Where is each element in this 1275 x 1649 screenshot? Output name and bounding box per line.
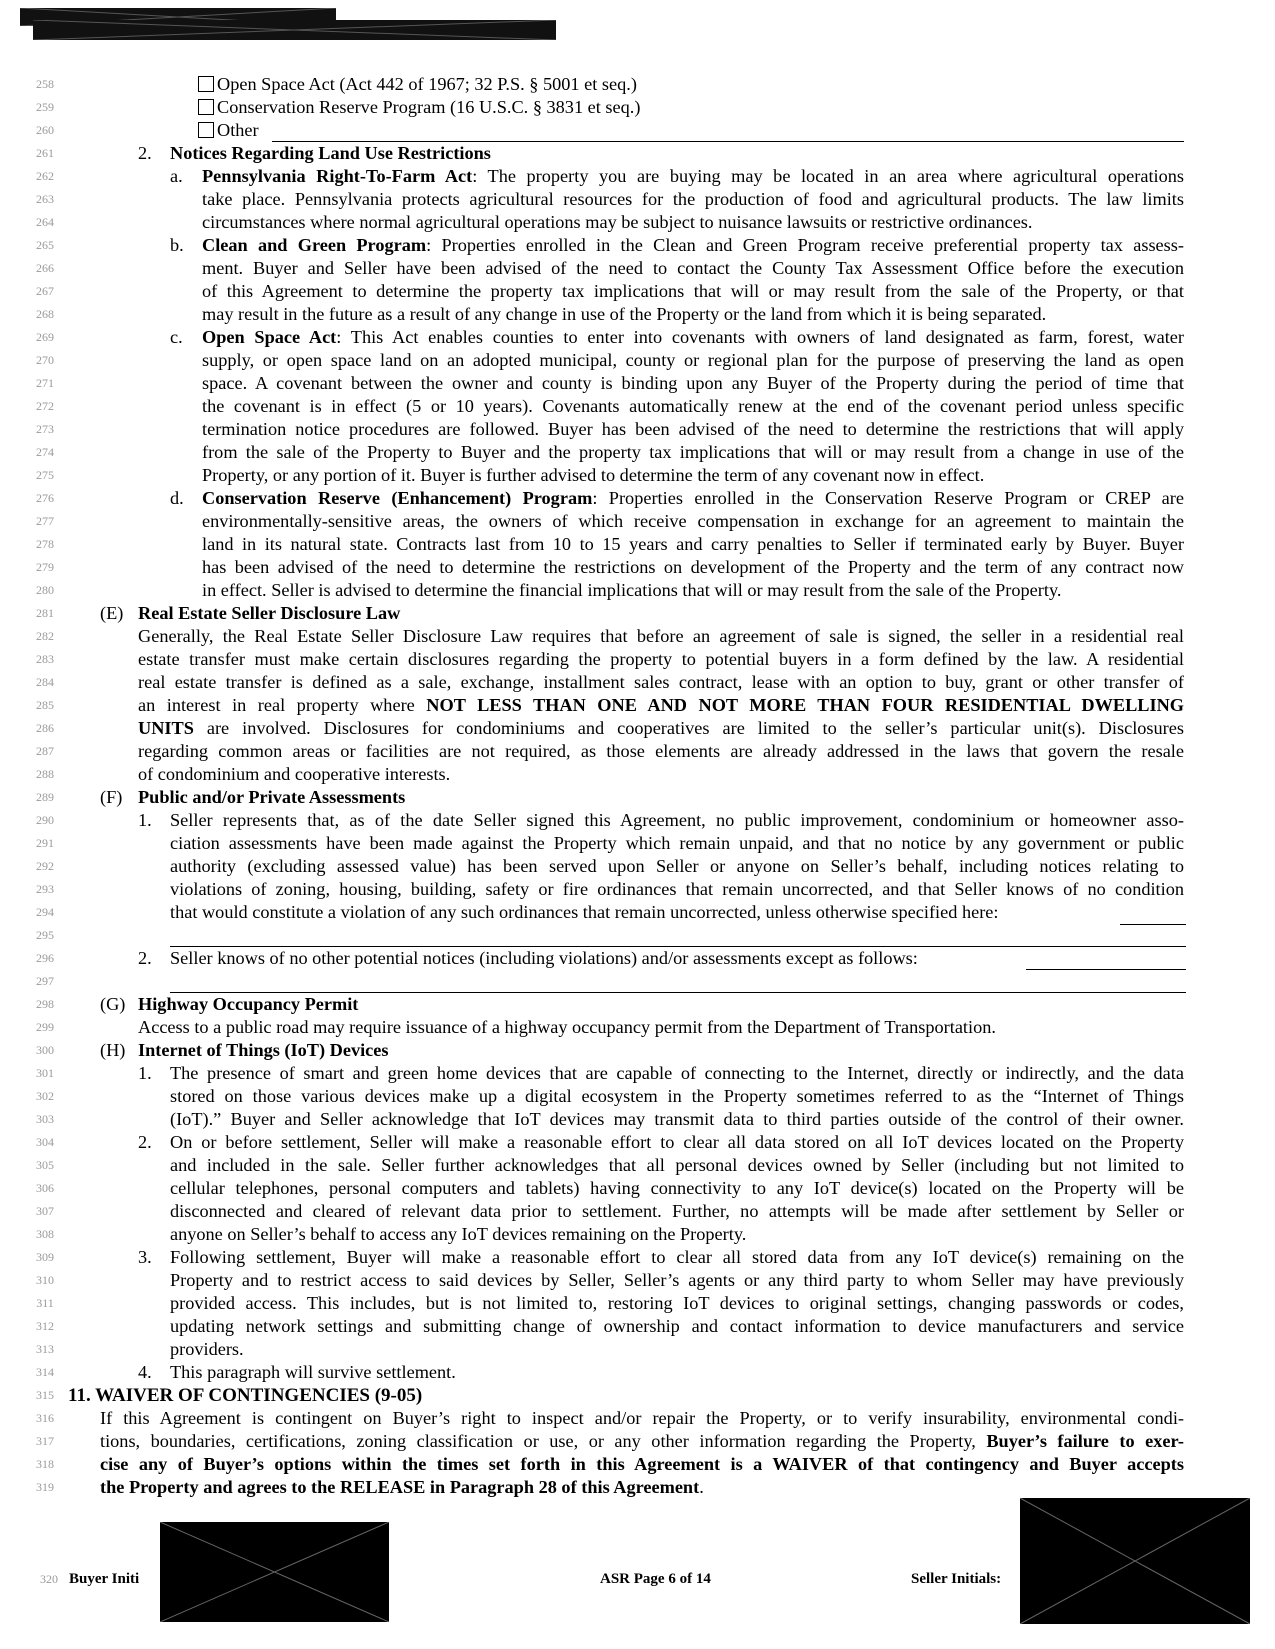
footer-line-number: 320 xyxy=(40,1572,58,1586)
text-line: ciation assessments have been made against the Property which remain unpaid, and that no notice by any government or public xyxy=(170,833,1184,853)
text-line: updating network settings and submitting change of ownership and contact information to device manufacturers and service xyxy=(170,1316,1184,1336)
line-number: 285 xyxy=(36,698,54,712)
section-label: (H) xyxy=(100,1040,126,1060)
line-number: 313 xyxy=(36,1342,54,1356)
list-number: 2. xyxy=(138,948,152,968)
line-number: 306 xyxy=(36,1181,54,1195)
text-line: Access to a public road may require issuance of a highway occupancy permit from the Department of Transportation. xyxy=(138,1017,996,1037)
text-line: The presence of smart and green home devices that are capable of connecting to the Internet, directly or indirectly, and the data xyxy=(170,1063,1184,1083)
seller-initials-label: Seller Initials: xyxy=(911,1571,1002,1587)
section-e-heading: Real Estate Seller Disclosure Law xyxy=(138,603,401,623)
text-line: and included in the sale. Seller further acknowledges that all personal devices owned by Seller (including but not limited to xyxy=(170,1155,1184,1175)
text-line: has been advised of the need to determine the restrictions on development of the Property and the term of any contract now xyxy=(202,557,1184,577)
line-number: 295 xyxy=(36,928,54,942)
text-line: authority (excluding assessed value) has been served upon Seller or anyone on Seller’s behalf, including notices relating to xyxy=(170,856,1184,876)
line-number: 261 xyxy=(36,146,54,160)
line-number: 277 xyxy=(36,514,54,528)
line-number: 288 xyxy=(36,767,54,781)
line-number: 270 xyxy=(36,353,54,367)
text-line: Generally, the Real Estate Seller Disclosure Law requires that before an agreement of sale is signed, the seller in a residential real xyxy=(138,626,1184,646)
line-number: 315 xyxy=(36,1388,54,1402)
text-line: Property, or any portion of it. Buyer is further advised to determine the term of any covenant now in effect. xyxy=(202,465,985,485)
text-line: disconnected and cleared of relevant data prior to settlement. Further, no attempts will be made after settlement by Seller or xyxy=(170,1201,1184,1221)
buyer-initials-label: Buyer Initi xyxy=(69,1571,140,1587)
line-number: 312 xyxy=(36,1319,54,1333)
item-label: b. xyxy=(170,235,184,255)
line-number: 280 xyxy=(36,583,54,597)
line-number: 274 xyxy=(36,445,54,459)
line-number: 308 xyxy=(36,1227,54,1241)
line-number: 265 xyxy=(36,238,54,252)
line-number: 266 xyxy=(36,261,54,275)
right-to-farm-line: Pennsylvania Right-To-Farm Act: The property you are buying may be located in an area where agricultural operations xyxy=(202,166,1184,186)
text-line: cise any of Buyer’s options within the times set forth in this Agreement is a WAIVER of that contingency and Buyer accepts xyxy=(100,1454,1184,1474)
checkbox-label: Other xyxy=(217,120,259,140)
notices-blank-1[interactable] xyxy=(1026,969,1186,970)
line-number: 301 xyxy=(36,1066,54,1080)
clean-green-title: Clean and Green Program xyxy=(202,235,427,255)
line-number: 311 xyxy=(36,1296,54,1310)
text-line: stored on those various devices make up a digital ecosystem in the Property sometimes referred to as the “Internet of Things xyxy=(170,1086,1184,1106)
line-number: 297 xyxy=(36,974,54,988)
text-line: On or before settlement, Seller will make a reasonable effort to clear all data stored on all IoT devices located on the Property xyxy=(170,1132,1184,1152)
line-number: 278 xyxy=(36,537,54,551)
seller-initials-redaction xyxy=(1020,1498,1250,1624)
line-number: 281 xyxy=(36,606,54,620)
right-to-farm-title: Pennsylvania Right-To-Farm Act xyxy=(202,166,473,186)
item-label: a. xyxy=(170,166,183,186)
checkbox-row-conservation-reserve[interactable] xyxy=(198,96,640,119)
text-line: from the sale of the Property to Buyer and the property tax implications that will or may result from a change in use of the xyxy=(202,442,1184,462)
line-number: 314 xyxy=(36,1365,54,1379)
line-number: 304 xyxy=(36,1135,54,1149)
line-number: 294 xyxy=(36,905,54,919)
list-number: 3. xyxy=(138,1247,152,1267)
crep-title: Conservation Reserve (Enhancement) Program xyxy=(202,488,593,508)
list-number: 2. xyxy=(138,143,152,163)
checkbox-row-open-space[interactable] xyxy=(198,73,637,96)
line-number: 282 xyxy=(36,629,54,643)
crep-line: Conservation Reserve (Enhancement) Program: Properties enrolled in the Conservation Reserve Program or CREP are xyxy=(202,488,1184,508)
line-number: 269 xyxy=(36,330,54,344)
line-number: 273 xyxy=(36,422,54,436)
line-number: 293 xyxy=(36,882,54,896)
line-number: 303 xyxy=(36,1112,54,1126)
item-label: d. xyxy=(170,488,184,508)
line-number: 317 xyxy=(36,1434,54,1448)
line-number: 298 xyxy=(36,997,54,1011)
open-space-title: Open Space Act xyxy=(202,327,337,347)
checkbox-open-space[interactable] xyxy=(198,76,214,92)
text-line: may result in the future as a result of any change in use of the Property or the land from which it is being separated. xyxy=(202,304,1047,324)
line-number: 279 xyxy=(36,560,54,574)
text-line: of this Agreement to determine the property tax implications that will or may result from the sale of the Property, or that xyxy=(202,281,1184,301)
line-number: 309 xyxy=(36,1250,54,1264)
line-number: 287 xyxy=(36,744,54,758)
section-11-heading: 11. WAIVER OF CONTINGENCIES (9-05) xyxy=(68,1385,423,1406)
line-number: 302 xyxy=(36,1089,54,1103)
list-number: 4. xyxy=(138,1362,152,1382)
text-line: estate transfer must make certain disclosures regarding the property to potential buyers in a form defined by the law. A residential xyxy=(138,649,1184,669)
line-number: 284 xyxy=(36,675,54,689)
open-space-line: Open Space Act: This Act enables counties to enter into covenants with owners of land designated as farm, forest, water xyxy=(202,327,1184,347)
text-line: of condominium and cooperative interests. xyxy=(138,764,451,784)
text-line: the Property and agrees to the RELEASE in Paragraph 28 of this Agreement. xyxy=(100,1477,704,1497)
checkbox-other[interactable] xyxy=(198,122,214,138)
line-number: 262 xyxy=(36,169,54,183)
line-number: 283 xyxy=(36,652,54,666)
line-number: 263 xyxy=(36,192,54,206)
text-line: provided access. This includes, but is not limited to, restoring IoT devices to original settings, changing passwords or codes, xyxy=(170,1293,1184,1313)
list-number: 1. xyxy=(138,1063,152,1083)
line-number: 259 xyxy=(36,100,54,114)
line-number: 275 xyxy=(36,468,54,482)
text-line: Following settlement, Buyer will make a reasonable effort to clear all stored data from any IoT device(s) remaining on the xyxy=(170,1247,1184,1267)
section-g-heading: Highway Occupancy Permit xyxy=(138,994,359,1014)
text-line: anyone on Seller’s behalf to access any IoT devices remaining on the Property. xyxy=(170,1224,747,1244)
line-number: 289 xyxy=(36,790,54,804)
section-label: (G) xyxy=(100,994,126,1014)
land-use-heading: Notices Regarding Land Use Restrictions xyxy=(170,143,491,163)
checkbox-conservation-reserve[interactable] xyxy=(198,99,214,115)
line-number: 286 xyxy=(36,721,54,735)
checkbox-row-other[interactable] xyxy=(198,119,259,142)
header-redaction-bottom xyxy=(33,20,556,40)
text-line: an interest in real property where NOT LESS THAN ONE AND NOT MORE THAN FOUR RESIDENTIAL DWELLING xyxy=(138,695,1184,715)
text-line: termination notice procedures are followed. Buyer has been advised of the need to determine the restrictions that will apply xyxy=(202,419,1184,439)
text-line: If this Agreement is contingent on Buyer’s right to inspect and/or repair the Property, or to verify insurability, environmental condi- xyxy=(100,1408,1184,1428)
text-line: cellular telephones, personal computers and tablets) having connectivity to any IoT device(s) located on the Property will be xyxy=(170,1178,1184,1198)
text-line: land in its natural state. Contracts last from 10 to 15 years and carry penalties to Seller if terminated early by Buyer. Buyer xyxy=(202,534,1184,554)
assessment-blank-1[interactable] xyxy=(1120,924,1186,925)
text-line: real estate transfer is defined as a sale, exchange, installment sales contract, lease with an option to buy, grant or other transfer of xyxy=(138,672,1184,692)
list-number: 1. xyxy=(138,810,152,830)
line-number: 299 xyxy=(36,1020,54,1034)
text-line: environmentally-sensitive areas, the owners of which receive compensation in exchange for an agreement to maintain the xyxy=(202,511,1184,531)
line-number: 305 xyxy=(36,1158,54,1172)
line-number: 316 xyxy=(36,1411,54,1425)
text-line: violations of zoning, housing, building, safety or fire ordinances that remain uncorrected, and that Seller knows of no condition xyxy=(170,879,1184,899)
line-number: 319 xyxy=(36,1480,54,1494)
text-line: regarding common areas or facilities are not required, as those elements are already addressed in the laws that govern the resale xyxy=(138,741,1184,761)
text-line: space. A covenant between the owner and county is binding upon any Buyer of the Property during the period of time that xyxy=(202,373,1184,393)
item-label: c. xyxy=(170,327,183,347)
checkbox-label: Conservation Reserve Program (16 U.S.C. § 3831 et seq.) xyxy=(217,97,641,117)
text-line: Seller represents that, as of the date Seller signed this Agreement, no public improvement, condominium or homeowner asso- xyxy=(170,810,1184,830)
text-line: providers. xyxy=(170,1339,244,1359)
line-number: 264 xyxy=(36,215,54,229)
line-number: 291 xyxy=(36,836,54,850)
line-number: 318 xyxy=(36,1457,54,1471)
text-line: (IoT).” Buyer and Seller acknowledge that IoT devices may transmit data to third parties outside of the control of their owner. xyxy=(170,1109,1184,1129)
line-number: 268 xyxy=(36,307,54,321)
line-number: 267 xyxy=(36,284,54,298)
line-number: 307 xyxy=(36,1204,54,1218)
line-number: 271 xyxy=(36,376,54,390)
section-label: (E) xyxy=(100,603,124,623)
buyer-initials-redaction xyxy=(160,1522,389,1622)
text-line: the covenant is in effect (5 or 10 years). Covenants automatically renew at the end of the covenant period unless specific xyxy=(202,396,1184,416)
text-line: circumstances where normal agricultural operations may be subject to nuisance lawsuits or restrictive ordinances. xyxy=(202,212,1033,232)
line-number: 300 xyxy=(36,1043,54,1057)
text-line: that would constitute a violation of any such ordinances that remain uncorrected, unless otherwise specified here: xyxy=(170,902,999,922)
text-line: tions, boundaries, certifications, zoning classification or use, or any other information regarding the Property, Buyer’s failure to exer- xyxy=(100,1431,1184,1451)
line-number: 276 xyxy=(36,491,54,505)
checkbox-label: Open Space Act (Act 442 of 1967; 32 P.S. § 5001 et seq.) xyxy=(217,74,637,94)
text-line: ment. Buyer and Seller have been advised of the need to contact the County Tax Assessment Office before the execution xyxy=(202,258,1184,278)
text-line: Property and to restrict access to said devices by Seller, Seller’s agents or any third party to whom Seller may have previously xyxy=(170,1270,1184,1290)
text-line: supply, or open space land on an adopted municipal, county or regional plan for the purpose of preserving the land as open xyxy=(202,350,1184,370)
line-number: 260 xyxy=(36,123,54,137)
text-line: This paragraph will survive settlement. xyxy=(170,1362,456,1382)
line-number: 292 xyxy=(36,859,54,873)
line-number: 290 xyxy=(36,813,54,827)
text-line: take place. Pennsylvania protects agricultural resources for the production of food and agricultural products. The law limits xyxy=(202,189,1184,209)
list-number: 2. xyxy=(138,1132,152,1152)
line-number: 272 xyxy=(36,399,54,413)
text-line: Seller knows of no other potential notices (including violations) and/or assessments except as follows: xyxy=(170,948,918,968)
section-f-heading: Public and/or Private Assessments xyxy=(138,787,406,807)
text-line: in effect. Seller is advised to determine the financial implications that will or may result from the sale of the Property. xyxy=(202,580,1062,600)
section-h-heading: Internet of Things (IoT) Devices xyxy=(138,1040,389,1060)
page-number: ASR Page 6 of 14 xyxy=(600,1571,711,1587)
line-number: 258 xyxy=(36,77,54,91)
line-number: 310 xyxy=(36,1273,54,1287)
line-number: 296 xyxy=(36,951,54,965)
section-label: (F) xyxy=(100,787,123,807)
clean-green-line: Clean and Green Program: Properties enrolled in the Clean and Green Program receive preferential property tax assess- xyxy=(202,235,1184,255)
text-line: UNITS are involved. Disclosures for condominiums and cooperatives are limited to the seller’s particular unit(s). Disclosures xyxy=(138,718,1184,738)
